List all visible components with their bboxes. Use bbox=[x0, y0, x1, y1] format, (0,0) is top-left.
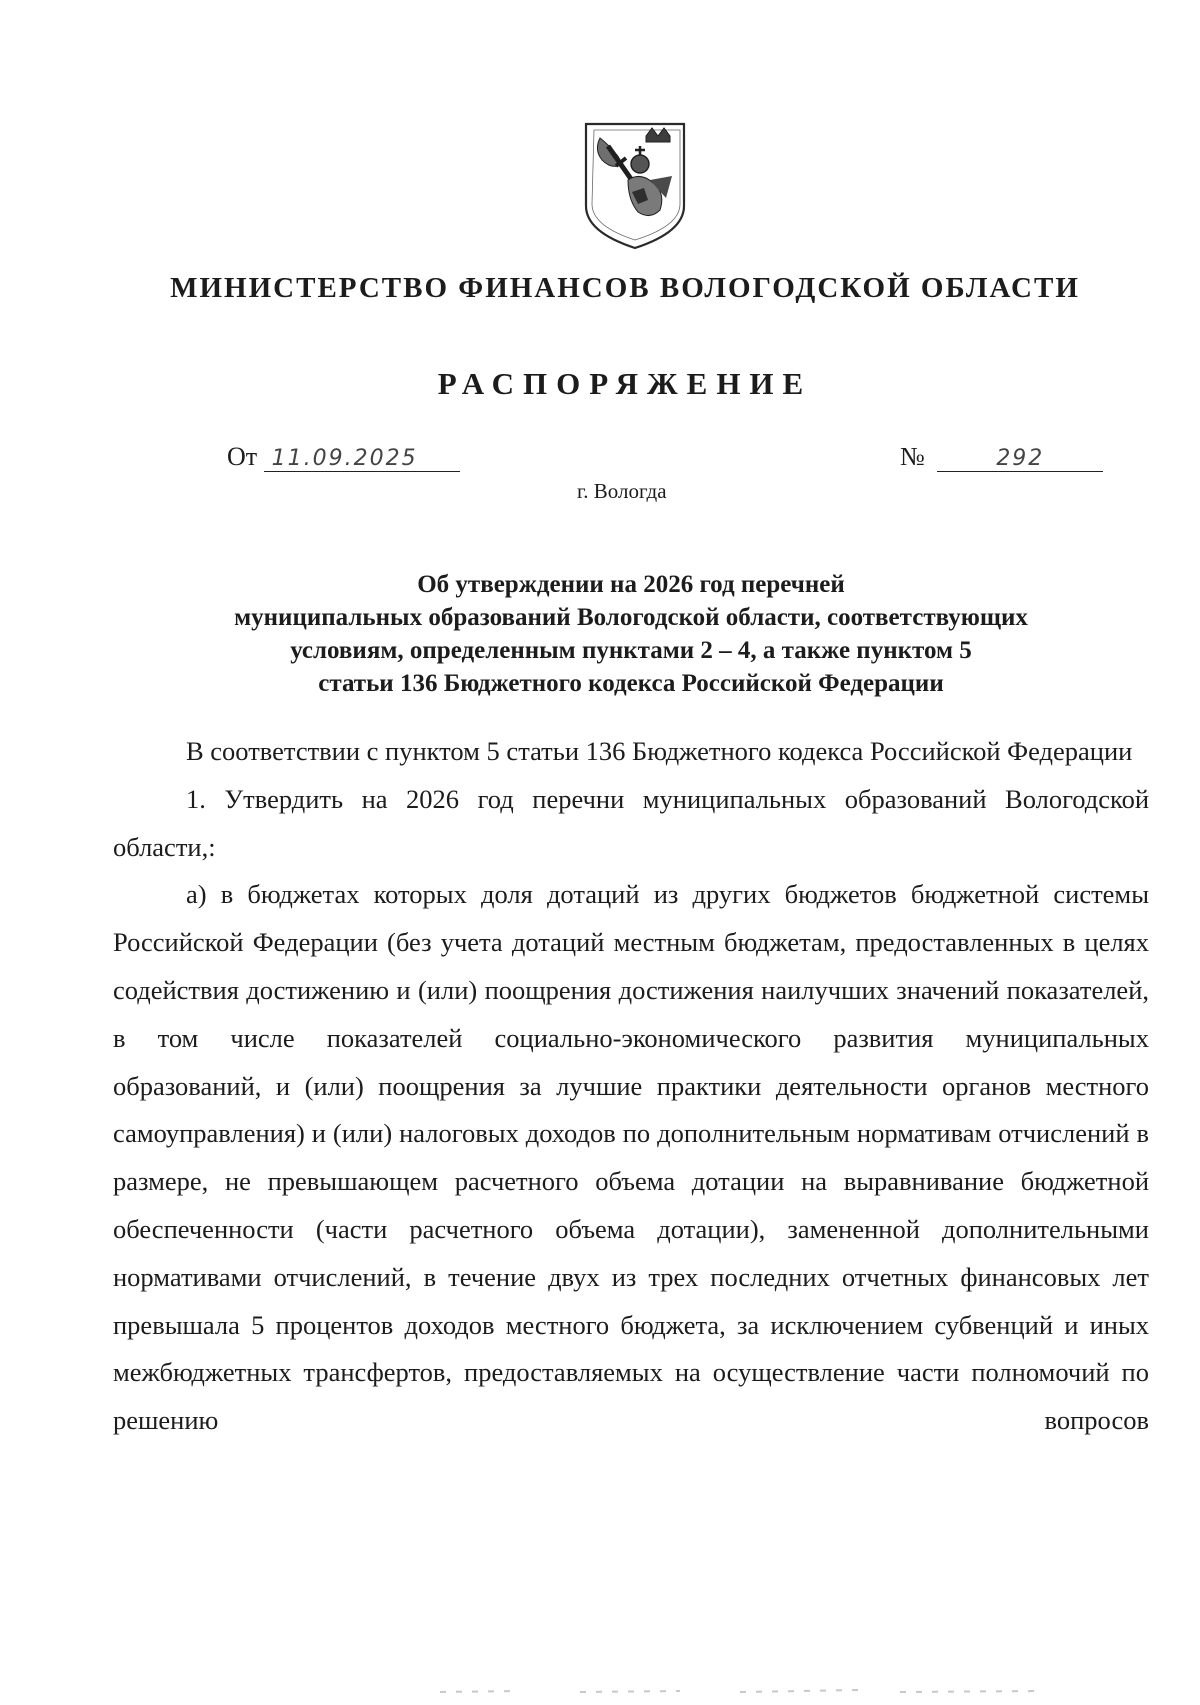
date-line bbox=[227, 442, 460, 472]
ministry-name: МИНИСТЕРСТВО ФИНАНСОВ ВОЛОГОДСКОЙ ОБЛАСТИ bbox=[170, 272, 1080, 304]
date-label: От bbox=[227, 442, 258, 471]
number-label: № bbox=[900, 442, 925, 471]
title-line: Об утверждении на 2026 год перечней bbox=[417, 571, 845, 598]
document-type: РАСПОРЯЖЕНИЕ bbox=[437, 366, 813, 401]
body-paragraph: 1. Утвердить на 2026 год перечни муниципальных образований Вологодской области,: bbox=[113, 783, 1149, 862]
scan-artifact bbox=[440, 1688, 1060, 1694]
title-line: условиям, определенным пунктами 2 – 4, а также пунктом 5 bbox=[290, 637, 972, 664]
body-paragraph: В соответствии с пунктом 5 статьи 136 Бюджетного кодекса Российской Федерации bbox=[186, 736, 1133, 766]
title-line: муниципальных образований Вологодской области, соответствующих bbox=[234, 604, 1028, 631]
city-name: г. Вологда bbox=[577, 479, 667, 503]
title-line: статьи 136 Бюджетного кодекса Российской Федерации bbox=[318, 670, 944, 697]
vologda-coat-of-arms-icon bbox=[580, 120, 690, 254]
document-body bbox=[113, 728, 1149, 1445]
handwritten-number: 292 bbox=[937, 446, 1103, 472]
body-paragraph: а) в бюджетах которых доля дотаций из других бюджетов бюджетной системы Российской Федерации (без учета дотаций местным бюджетам, предоставленных в целях содействия достижению и (или) поощрения достижения наилучших значений показателей, в том числе показателей социально-экономического развития муниципальных образований, и (или) поощрения за лучшие практики деятельности органов местного самоуправления) и (или) налоговых доходов по дополнительным нормативам отчислений в размере, не превышающем расчетного объема дотации на выравнивание бюджетной обеспеченности (части расчетного объема дотации), замененной дополнительными нормативами отчислений, в течение двух из трех последних отчетных финансовых лет превышала 5 процентов доходов местного бюджета, за исключением субвенций и иных межбюджетных трансфертов, предоставляемых на осуществление части полномочий по решению вопросов bbox=[113, 879, 1149, 1436]
number-line bbox=[900, 442, 1103, 472]
document-title bbox=[0, 568, 1200, 700]
handwritten-date: 11.09.2025 bbox=[264, 446, 460, 472]
